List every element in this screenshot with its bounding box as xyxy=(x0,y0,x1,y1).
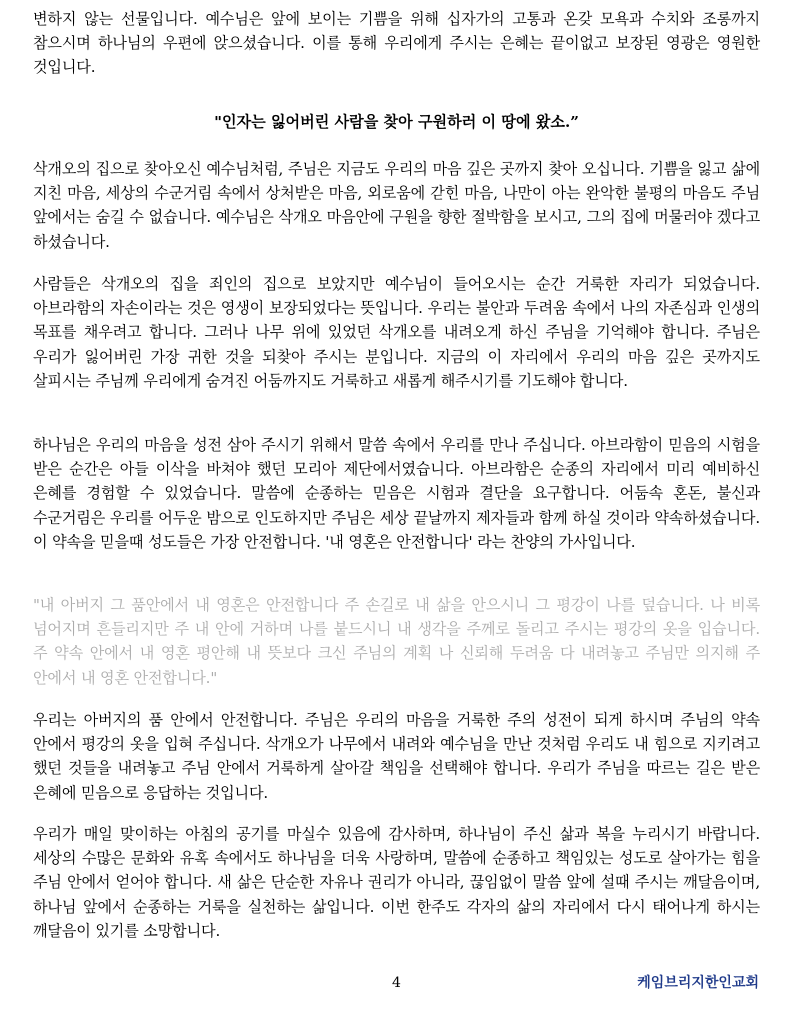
page-number: 4 xyxy=(392,975,401,991)
paragraph-promise: 하나님은 우리의 마음을 성전 삼아 주시기 위해서 말씀 속에서 우리를 만나 주십니다. 아브라함이 믿음의 시험을 받은 순간은 아들 이삭을 바쳐야 했던 모리아 제단에서였습니다. 아브라함은 순종의 자리에서 미리 예비하신 은혜를 경험할 수 있었습니다. 말씀에 순종하는 믿음은 시험과 결단을 요구합니다. 어둠속 혼돈, 불신과 수군거림은 우리를 어두운 밤으로 인도하지만 주님은 세상 끝날까지 제자들과 함께 하실 것이라 약속하셨습니다. 이 약속을 믿을때 성도들은 가장 안전합니다. '내 영혼은 안전합니다' 라는 찬양의 가사입니다. xyxy=(33,436,760,551)
paragraph-gift: 변하지 않는 선물입니다. 예수님은 앞에 보이는 기쁨을 위해 십자가의 고통과 온갖 모욕과 수치와 조롱까지 참으시며 하나님의 우편에 앉으셨습니다. 이를 통해 우리에게 주시는 은혜는 끝이없고 보장된 영광은 영원한 것입니다. xyxy=(33,10,760,77)
paragraph-holy-place: 사람들은 삭개오의 집을 죄인의 집으로 보았지만 예수님이 들어오시는 순간 거룩한 자리가 되었습니다. 아브라함의 자손이라는 것은 영생이 보장되었다는 뜻입니다. 우리는 불안과 두려움 속에서 나의 자존심과 인생의 목표를 채우려고 합니다. 그러나 나무 위에 있었던 삭개오를 내려오게 하신 주님을 기억해야 합니다. 주님은 우리가 잃어버린 가장 귀한 것을 되찾아 주시는 분입니다. 지금의 이 자리에서 우리의 마음 깊은 곳까지도 살피시는 주님께 우리에게 숨겨진 어둠까지도 거룩하고 새롭게 해주시기를 기도해야 합니다. xyxy=(33,275,760,390)
hymn-lyrics: "내 아버지 그 품안에서 내 영혼은 안전합니다 주 손길로 내 삶을 안으시니 그 평강이 나를 덮습니다. 나 비록 넘어지며 흔들리지만 주 내 안에 거하며 나를 붙드시니 내 생각을 주께로 돌리고 주시는 평강의 옷을 입습니다. 주 약속 안에서 내 영혼 평안해 내 뜻보다 크신 주님의 계획 나 신뢰해 두려움 다 내려놓고 주님만 의지해 주 안에서 내 영혼 안전합니다." xyxy=(33,596,760,687)
church-name: 케임브리지한인교회 xyxy=(637,975,759,991)
paragraph-safety: 우리는 아버지의 품 안에서 안전합니다. 주님은 우리의 마음을 거룩한 주의 성전이 되게 하시며 주님의 약속 안에서 평강의 옷을 입혀 주십니다. 삭개오가 나무에서 내려와 예수님을 만난 것처럼 우리도 내 힘으로 지키려고 했던 것들을 내려놓고 주님 안에서 거룩하게 살아갈 책임을 선택해야 합니다. 우리가 주님을 따르는 길은 받은 은혜에 믿음으로 응답하는 것입니다. xyxy=(33,711,760,802)
paragraph-zacchaeus-house: 삭개오의 집으로 찾아오신 예수님처럼, 주님은 지금도 우리의 마음 깊은 곳까지 찾아 오십니다. 기쁨을 잃고 삶에 지친 마음, 세상의 수군거림 속에서 상처받은 마음, 외로움에 갇힌 마음, 나만이 아는 완악한 불평의 마음도 주님 앞에서는 숨길 수 없습니다. 예수님은 삭개오 마음안에 구원을 향한 절박함을 보시고, 그의 집에 머물러야 겠다고 하셨습니다. xyxy=(33,160,760,251)
scripture-quote: "인자는 잃어버린 사람을 찾아 구원하러 이 땅에 왔소.” xyxy=(214,113,579,131)
paragraph-new-life: 우리가 매일 맞이하는 아침의 공기를 마실수 있음에 감사하며, 하나님이 주신 삶과 복을 누리시기 바랍니다. 세상의 수많은 문화와 유혹 속에서도 하나님을 더욱 사랑하며, 말씀에 순종하고 책임있는 성도로 살아가는 힘을 주님 안에서 얻어야 합니다. 새 삶은 단순한 자유나 권리가 아니라, 끊임없이 말씀 앞에 설때 주시는 깨달음이며, 하나님 앞에서 순종하는 거룩을 실천하는 삶입니다. 이번 한주도 각자의 삶의 자리에서 다시 태어나게 하시는 깨달음이 있기를 소망합니다. xyxy=(33,825,760,940)
